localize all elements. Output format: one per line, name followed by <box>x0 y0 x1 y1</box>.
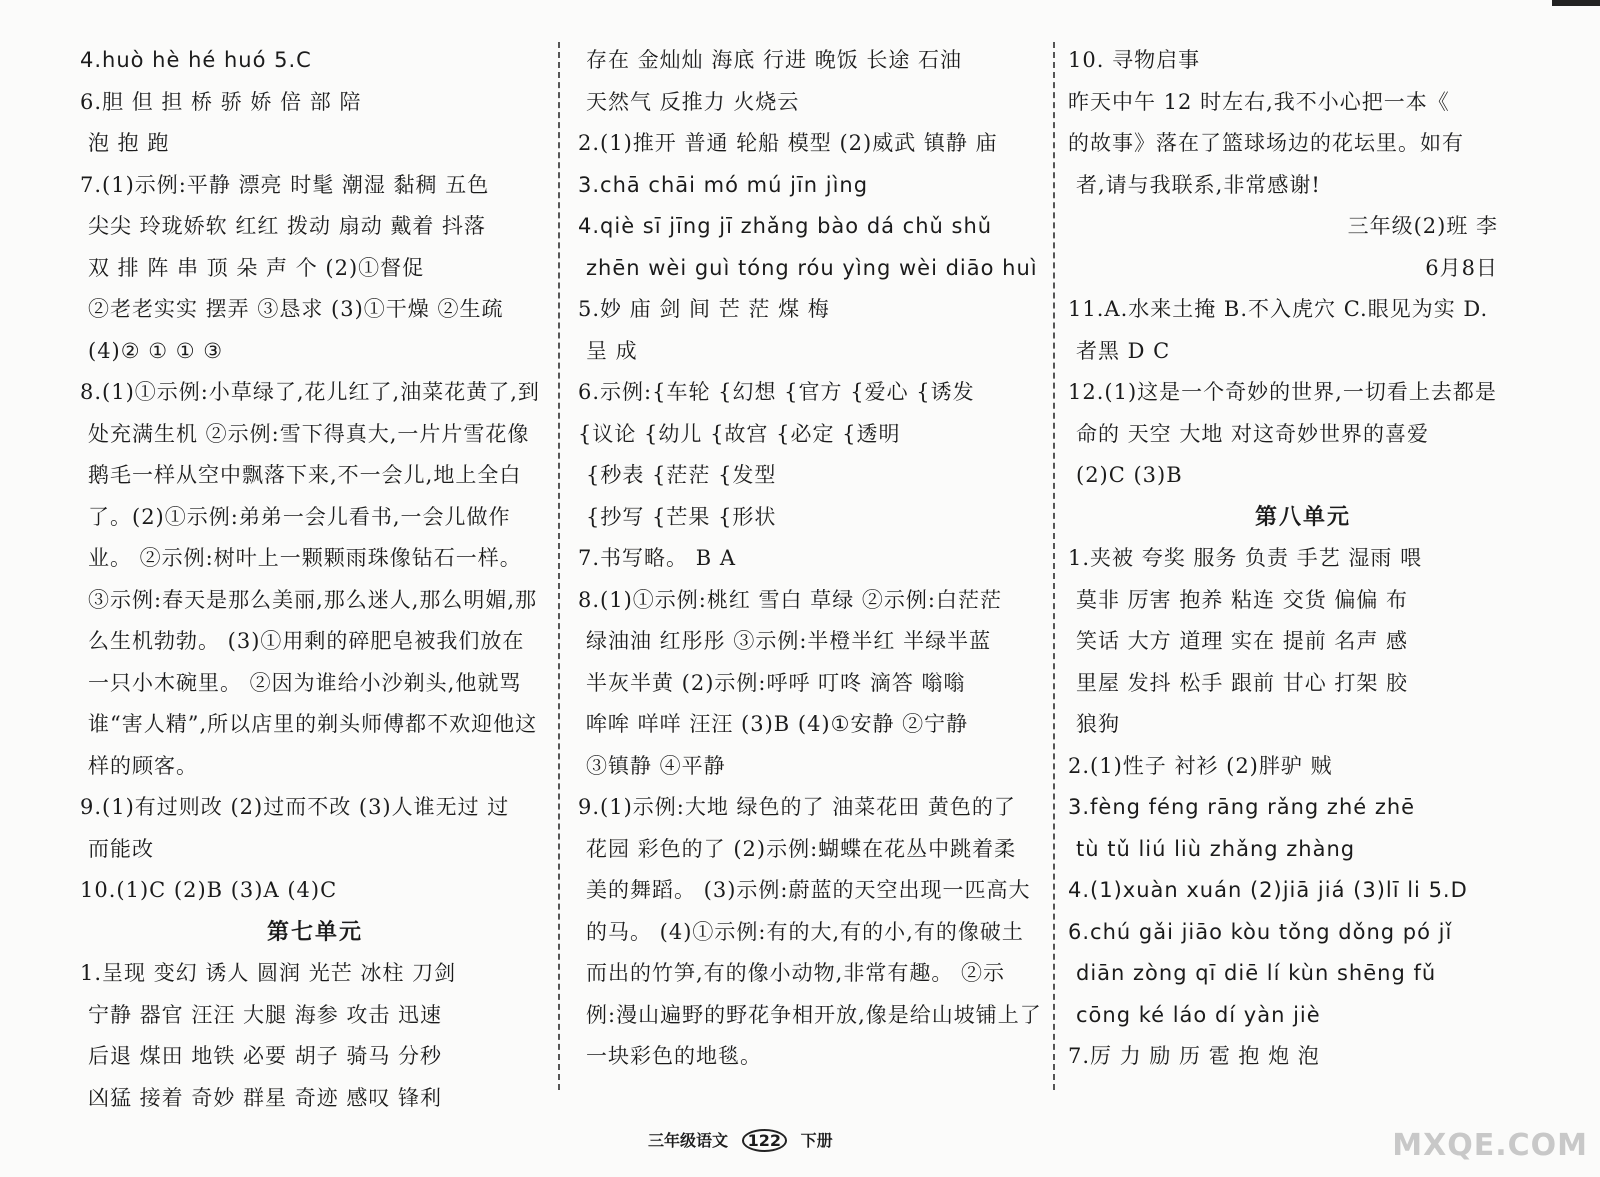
answer-line: ③示例:春天是那么美丽,那么迷人,那么明媚,那 <box>88 587 538 612</box>
answer-line: 7.(1)示例:平静 漂亮 时髦 潮湿 黏稠 五色 <box>80 172 490 197</box>
answer-line: 8.(1)①示例:小草绿了,花儿红了,油菜花黄了,到 <box>80 380 540 404</box>
answer-line: 9.(1)示例:大地 绿色的了 油菜花田 黄色的了 <box>578 795 1016 819</box>
answer-line: 后退 煤田 地铁 必要 胡子 骑马 分秒 <box>88 1044 443 1068</box>
answer-line: 花园 彩色的了 (2)示例:蝴蝶在花丛中跳着柔 <box>586 836 1017 861</box>
answer-line: zhēn wèi guì tóng róu yìng wèi diāo huì <box>586 255 1038 280</box>
answer-line: 了。(2)①示例:弟弟一会儿看书,一会儿做作 <box>88 504 511 529</box>
answer-line: 例:漫山遍野的野花争相开放,像是给山坡铺上了 <box>586 1002 1042 1027</box>
answer-line: 者,请与我联系,非常感谢! <box>1076 172 1321 197</box>
column-right <box>1068 40 1538 1078</box>
answer-line: 6月8日 <box>1425 255 1498 280</box>
answer-line: 9.(1)有过则改 (2)过而不改 (3)人谁无过 过 <box>80 795 510 819</box>
answer-line: 而能改 <box>88 836 154 861</box>
answer-line: 谁“害人精”,所以店里的剃头师傅都不欢迎他这 <box>88 712 538 736</box>
section-heading: 第八单元 <box>1254 504 1351 530</box>
answer-line: 美的舞蹈。 (3)示例:蔚蓝的天空出现一匹高大 <box>586 878 1031 902</box>
answer-line: 3.fèng féng rāng rǎng zhé zhē <box>1068 795 1416 819</box>
footer-volume: 下册 <box>800 1131 833 1150</box>
answer-line: 天然气 反推力 火烧云 <box>586 89 800 114</box>
answer-line: 绿油油 红彤彤 ③示例:半橙半红 半绿半蓝 <box>586 629 992 653</box>
answer-line: 7.书写略。 B A <box>578 546 736 570</box>
answer-line: 凶猛 接着 奇妙 群星 奇迹 感叹 锋利 <box>88 1085 443 1110</box>
column-divider <box>1053 42 1055 1090</box>
answer-line: 昨天中午 12 时左右,我不小心把一本《 <box>1068 89 1450 114</box>
answer-line: 一块彩色的地毯。 <box>586 1044 762 1068</box>
answer-line: 4.qiè sī jīng jī zhǎng bào dá chǔ shǔ <box>578 214 993 238</box>
answer-line: 2.(1)性子 衬衫 (2)胖驴 贼 <box>1068 753 1333 778</box>
answer-line: 4.huò hè hé huó 5.C <box>80 48 312 72</box>
answer-line: 呈 成 <box>586 338 638 363</box>
section-heading: 第七单元 <box>266 919 363 945</box>
answer-line: 三年级(2)班 李 <box>1347 214 1498 238</box>
answer-line: 6.示例:{车轮 {幻想 {官方 {爱心 {诱发 <box>578 380 975 404</box>
answer-line: 5.妙 庙 剑 间 芒 茫 煤 梅 <box>578 297 830 321</box>
answer-line: 6.chú gǎi jiāo kòu tǒng dǒng pó jǐ <box>1068 919 1453 944</box>
answer-line: (2)C (3)B <box>1076 463 1183 487</box>
answer-line: 里屋 发抖 松手 跟前 甘心 打架 胶 <box>1076 670 1409 695</box>
answer-line: 者黑 D C <box>1076 338 1171 363</box>
answer-line: 存在 金灿灿 海底 行进 晚饭 长途 石油 <box>586 48 963 72</box>
top-edge-bar <box>1552 0 1600 6</box>
answer-line: 1.夹被 夸奖 服务 负责 手艺 湿雨 喂 <box>1068 546 1423 570</box>
page-number: 122 <box>742 1129 787 1152</box>
answer-line: 12.(1)这是一个奇妙的世界,一切看上去都是 <box>1068 380 1497 404</box>
answer-line: 6.胆 但 担 桥 骄 娇 倍 部 陪 <box>80 89 362 114</box>
answer-line: 半灰半黄 (2)示例:呼呼 叮咚 滴答 嗡嗡 <box>586 670 966 695</box>
answer-line: 泡 抱 跑 <box>88 131 170 155</box>
answer-line: 双 排 阵 串 顶 朵 声 个 (2)①督促 <box>88 255 425 280</box>
answer-line: {抄写 {芒果 {形状 <box>586 504 777 529</box>
column-middle <box>578 40 1048 1078</box>
answer-line: 1.呈现 变幻 诱人 圆润 光芒 冰柱 刀剑 <box>80 961 457 985</box>
answer-line: 11.A.水来土掩 B.不入虎穴 C.眼见为实 D. <box>1068 297 1489 321</box>
column-divider <box>558 42 560 1090</box>
answer-line: 莫非 厉害 抱养 粘连 交货 偏偏 布 <box>1076 587 1409 612</box>
answer-line: {议论 {幼儿 {故宫 {必定 {透明 <box>578 421 901 446</box>
answer-line: 4.(1)xuàn xuán (2)jiā jiá (3)lī li 5.D <box>1068 878 1468 902</box>
answer-line: 鹅毛一样从空中飘落下来,不一会儿,地上全白 <box>88 463 522 487</box>
answer-line: 么生机勃勃。 (3)①用剩的碎肥皂被我们放在 <box>88 629 525 653</box>
answer-line: 8.(1)①示例:桃红 雪白 草绿 ②示例:白茫茫 <box>578 587 1002 612</box>
footer-grade-subject: 三年级语文 <box>648 1131 729 1150</box>
answer-line: 2.(1)推开 普通 轮船 模型 (2)威武 镇静 庙 <box>578 131 998 155</box>
answer-line: 处充满生机 ②示例:雪下得真大,一片片雪花像 <box>88 421 530 446</box>
answer-line: cōng ké láo dí yàn jiè <box>1076 1002 1321 1027</box>
answer-line: 命的 天空 大地 对这奇妙世界的喜爱 <box>1076 421 1430 446</box>
answer-line: 狼狗 <box>1076 712 1120 736</box>
answer-line: 宁静 器官 汪汪 大腿 海参 攻击 迅速 <box>88 1002 443 1027</box>
page-footer <box>648 1128 833 1152</box>
watermark-logo: MXQE.COM <box>1392 1128 1588 1163</box>
answer-line: 哞哞 咩咩 汪汪 (3)B (4)①安静 ②宁静 <box>586 712 969 736</box>
answer-line: 的故事》落在了篮球场边的花坛里。如有 <box>1068 131 1464 155</box>
answer-line: ②老老实实 摆弄 ③恳求 (3)①干燥 ②生疏 <box>88 297 504 321</box>
answer-line: 的马。 (4)①示例:有的大,有的小,有的像破土 <box>586 919 1024 944</box>
answer-line: 而出的竹笋,有的像小动物,非常有趣。 ②示 <box>586 961 1006 985</box>
answer-line: {秒表 {茫茫 {发型 <box>586 463 777 487</box>
answer-line: 3.chā chāi mó mú jīn jìng <box>578 172 869 197</box>
answer-line: ③镇静 ④平静 <box>586 753 726 778</box>
answer-line: 一只小木碗里。 ②因为谁给小沙剃头,他就骂 <box>88 670 522 695</box>
answer-line: 业。 ②示例:树叶上一颗颗雨珠像钻石一样。 <box>88 546 522 570</box>
column-left <box>80 40 550 1119</box>
answer-line: 10. 寻物启事 <box>1068 48 1201 72</box>
answer-line: 尖尖 玲珑娇软 红红 拨动 扇动 戴着 抖落 <box>88 214 487 238</box>
answer-line: diān zòng qī diē lí kùn shēng fǔ <box>1076 961 1437 985</box>
answer-line: 笑话 大方 道理 实在 提前 名声 感 <box>1076 629 1409 653</box>
answer-line: 7.厉 力 励 历 雹 抱 炮 泡 <box>1068 1044 1320 1068</box>
answer-line: 样的顾客。 <box>88 753 198 778</box>
answer-line: 10.(1)C (2)B (3)A (4)C <box>80 878 338 902</box>
answer-line: tù tǔ liú liù zhǎng zhàng <box>1076 836 1356 861</box>
answer-line: (4)② ① ① ③ <box>88 338 224 363</box>
